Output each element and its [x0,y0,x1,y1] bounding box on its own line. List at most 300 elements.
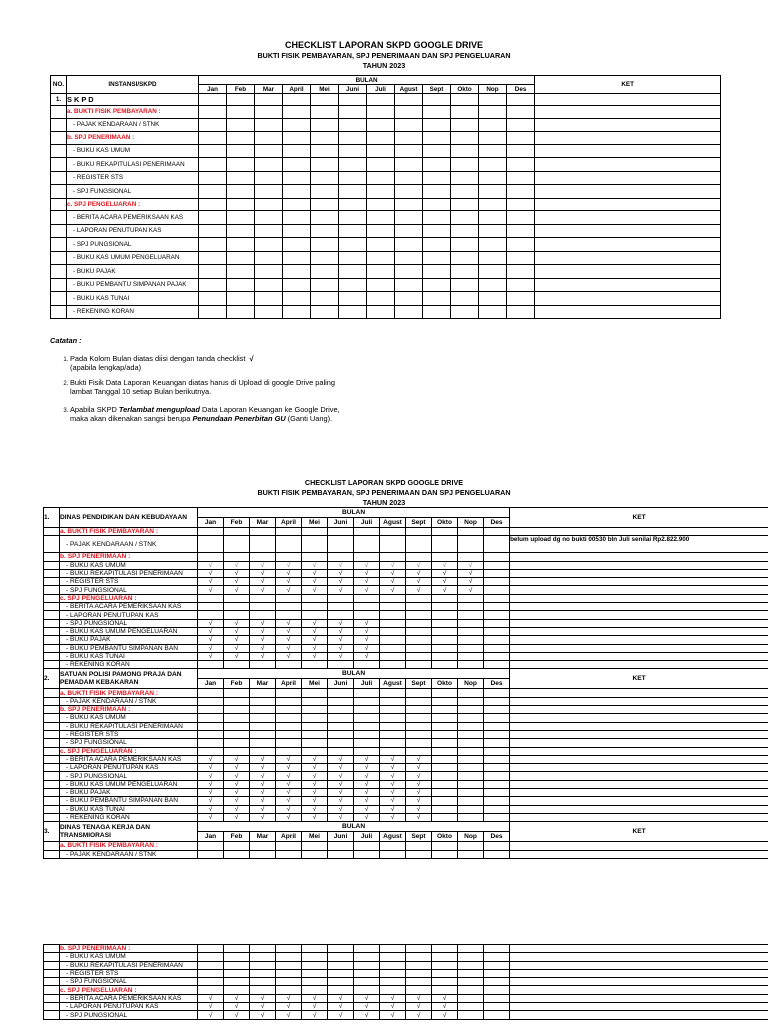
month-check-cell [484,842,510,850]
month-check-cell [458,714,484,722]
month-check-cell [199,265,227,279]
checkmark-icon: √ [250,627,276,635]
month-check-cell [380,953,406,961]
month-check-cell [380,842,406,850]
month-check-cell [458,644,484,652]
month-check-cell [302,714,328,722]
month-check-cell [484,850,510,858]
month-check-cell [406,594,432,602]
item-label: - BUKU REKAPITULASI PENERIMAAN [60,961,198,969]
month-check-cell [380,627,406,635]
month-check-cell [458,747,484,755]
ket-cell [510,594,768,602]
checkmark-icon: √ [380,586,406,594]
checkmark-icon: √ [302,813,328,821]
checkmark-icon: √ [302,805,328,813]
month-check-cell [458,797,484,805]
checkmark-icon: √ [224,805,250,813]
month-check-cell [423,211,451,225]
month-check-cell [354,978,380,986]
month-check-cell [380,945,406,953]
item-label: - BUKU PAJAK [60,636,198,644]
checkmark-icon: √ [198,636,224,644]
month-check-cell [224,714,250,722]
month-check-cell [423,305,451,319]
checkmark-icon: √ [380,764,406,772]
month-check-cell [367,94,395,106]
month-check-cell [276,961,302,969]
checkmark-icon: √ [380,578,406,586]
row-no-cell [51,118,67,132]
month-check-cell [250,594,276,602]
checkmark-icon: √ [328,1003,354,1011]
table-row [44,611,768,619]
month-check-cell [380,619,406,627]
table-row [51,118,721,132]
month-header: April [276,832,302,842]
month-check-cell [250,722,276,730]
month-check-cell [395,132,423,145]
row-no-cell [51,132,67,145]
checkmark-icon: √ [354,652,380,660]
checkmark-icon: √ [276,1011,302,1019]
month-check-cell [354,986,380,994]
month-check-cell [328,553,354,561]
table-row [44,689,768,697]
note-3 [70,405,350,423]
month-check-cell [479,94,507,106]
month-check-cell [276,722,302,730]
month-check-cell [199,94,227,106]
month-check-cell [302,594,328,602]
month-check-cell [354,603,380,611]
month-check-cell [367,198,395,211]
month-check-cell [283,106,311,119]
month-check-cell [484,561,510,569]
item-label: - REKENING KORAN [67,305,199,319]
col-bulan-header: BULAN [198,822,510,832]
month-check-cell [451,278,479,292]
month-check-cell [484,1011,510,1019]
table-row [44,1003,768,1011]
checkmark-icon: √ [302,797,328,805]
month-check-cell [354,661,380,669]
month-check-cell [432,594,458,602]
checkmark-icon: √ [224,636,250,644]
month-header: Mei [302,518,328,528]
checkmark-icon: √ [432,586,458,594]
row-no-cell [44,797,60,805]
month-check-cell [484,945,510,953]
checkmark-icon: √ [354,789,380,797]
month-check-cell [199,106,227,119]
month-check-cell [484,755,510,763]
row-no-cell [44,619,60,627]
table-row [44,764,768,772]
table-row [44,578,768,586]
month-check-cell [354,553,380,561]
month-check-cell [458,652,484,660]
checkmark-icon: √ [198,627,224,635]
table-row [44,994,768,1002]
checkmark-icon: √ [380,755,406,763]
table-row [44,986,768,994]
month-check-cell [484,536,510,553]
month-check-cell [276,978,302,986]
month-check-cell [458,636,484,644]
table-header-row [44,822,768,832]
month-check-cell [328,528,354,536]
month-check-cell [484,611,510,619]
month-check-cell [507,158,535,172]
checkmark-icon: √ [198,805,224,813]
month-check-cell [328,739,354,747]
month-check-cell [484,797,510,805]
month-check-cell [276,739,302,747]
month-header: Juni [339,85,367,94]
checkmark-icon: √ [406,994,432,1002]
checkmark-icon: √ [302,636,328,644]
item-label: - REGISTER STS [67,171,199,185]
checkmark-icon: √ [354,636,380,644]
month-check-cell [198,661,224,669]
month-check-cell [302,536,328,553]
month-check-cell [458,594,484,602]
ket-cell [510,764,768,772]
row-no-cell [44,586,60,594]
table-row [44,714,768,722]
month-check-cell [484,969,510,977]
checkmark-icon: √ [406,578,432,586]
month-check-cell [432,536,458,553]
checkmark-icon: √ [224,797,250,805]
checkmark-icon: √ [302,764,328,772]
month-check-cell [339,251,367,265]
month-check-cell [227,305,255,319]
month-check-cell [311,171,339,185]
checkmark-icon: √ [276,569,302,577]
checkmark-icon: √ [354,797,380,805]
checkmark-icon: √ [224,578,250,586]
checkmark-icon: √ [302,780,328,788]
month-check-cell [339,171,367,185]
month-check-cell [250,603,276,611]
checkmark-icon: √ [198,772,224,780]
month-check-cell [507,251,535,265]
month-check-cell [406,961,432,969]
month-header: Nop [458,832,484,842]
col-ket-header: KET [510,508,768,528]
month-check-cell [224,961,250,969]
table-row [51,198,721,211]
month-check-cell [255,224,283,238]
month-check-cell [198,594,224,602]
month-check-cell [250,536,276,553]
month-check-cell [423,278,451,292]
month-check-cell [255,265,283,279]
month-check-cell [199,118,227,132]
table-row [44,953,768,961]
row-no-cell [44,528,60,536]
checkmark-icon: √ [250,569,276,577]
month-check-cell [380,553,406,561]
row-no-cell [44,714,60,722]
month-check-cell [423,118,451,132]
checkmark-icon: √ [302,578,328,586]
row-no-cell [44,961,60,969]
checkmark-icon: √ [354,578,380,586]
table-row [44,850,768,858]
month-check-cell [458,764,484,772]
month-check-cell [198,969,224,977]
month-check-cell [328,730,354,738]
ket-cell [510,553,768,561]
month-check-cell [432,953,458,961]
ket-cell [510,652,768,660]
row-no-cell [44,697,60,705]
month-check-cell [302,730,328,738]
month-check-cell [276,945,302,953]
month-header: Okto [432,679,458,689]
month-check-cell [224,661,250,669]
month-check-cell [423,292,451,306]
checkmark-icon: √ [276,805,302,813]
checkmark-icon: √ [406,586,432,594]
month-check-cell [458,772,484,780]
table-row [51,238,721,252]
month-check-cell [458,553,484,561]
month-check-cell [283,171,311,185]
month-check-cell [328,850,354,858]
checkmark-icon: √ [458,586,484,594]
month-check-cell [328,536,354,553]
month-check-cell [224,553,250,561]
month-check-cell [367,278,395,292]
month-check-cell [380,714,406,722]
month-check-cell [395,185,423,199]
month-header: Juli [354,832,380,842]
month-check-cell [432,797,458,805]
month-check-cell [423,158,451,172]
month-check-cell [276,553,302,561]
month-check-cell [507,171,535,185]
month-check-cell [367,211,395,225]
month-check-cell [250,986,276,994]
month-header: Mei [302,832,328,842]
month-check-cell [227,158,255,172]
month-check-cell [423,185,451,199]
month-check-cell [484,953,510,961]
month-check-cell [328,611,354,619]
checkmark-icon: √ [354,805,380,813]
month-check-cell [432,961,458,969]
month-check-cell [423,171,451,185]
checkmark-icon: √ [250,780,276,788]
month-check-cell [432,739,458,747]
ket-cell [510,797,768,805]
ket-cell [535,185,721,199]
month-check-cell [484,961,510,969]
month-check-cell [339,106,367,119]
table-row [51,251,721,265]
row-no-cell [44,536,60,553]
month-check-cell [224,969,250,977]
month-check-cell [250,689,276,697]
row-no-cell [51,265,67,279]
checkmark-icon: √ [406,764,432,772]
month-header: Sept [406,679,432,689]
checkmark-icon: √ [302,644,328,652]
row-no-cell [51,211,67,225]
checkmark-icon: √ [250,994,276,1002]
row-no-cell [44,730,60,738]
month-check-cell [328,603,354,611]
month-check-cell [367,292,395,306]
month-check-cell [395,158,423,172]
row-no-cell [44,652,60,660]
month-check-cell [276,536,302,553]
month-check-cell [367,251,395,265]
item-label: - REGISTER STS [60,969,198,977]
month-check-cell [198,603,224,611]
month-check-cell [354,961,380,969]
month-check-cell [479,211,507,225]
checkmark-icon: √ [354,780,380,788]
month-check-cell [250,961,276,969]
checkmark-icon: √ [328,578,354,586]
month-check-cell [250,978,276,986]
checkmark-icon: √ [276,755,302,763]
month-check-cell [432,706,458,714]
month-check-cell [198,714,224,722]
item-label: - BUKU PEMBANTU SIMPANAN BAN [60,797,198,805]
month-check-cell [423,132,451,145]
checkmark-icon: √ [224,813,250,821]
month-check-cell [432,722,458,730]
note-1-text: Pada Kolom Bulan diatas diisi dengan tanda checklist [70,354,246,364]
month-check-cell [311,265,339,279]
month-check-cell [311,251,339,265]
item-label: - BUKU KAS UMUM [67,144,199,158]
checkmark-icon: √ [276,764,302,772]
col-bulan-header: BULAN [198,669,510,679]
month-check-cell [458,603,484,611]
month-check-cell [339,158,367,172]
month-check-cell [432,553,458,561]
item-label: - SPJ FUNGSIONAL [60,586,198,594]
ket-cell [535,106,721,119]
table-row [44,528,768,536]
item-label: - BUKU PEMBANTU SIMPANAN PAJAK [67,278,199,292]
month-check-cell [328,978,354,986]
table-row [44,619,768,627]
notes-section [50,336,350,428]
checkmark-icon: √ [198,1003,224,1011]
checkmark-icon: √ [406,797,432,805]
item-label: - BERITA ACARA PEMERIKSAAN KAS [60,755,198,763]
item-label: - SPJ FUNGSIONAL [67,185,199,199]
row-no-cell [44,764,60,772]
item-label: - BUKU KAS TUNAI [60,652,198,660]
item-label: - LAPORAN PENUTUPAN KAS [60,764,198,772]
item-label: - BERITA ACARA PEMERIKSAAN KAS [60,994,198,1002]
month-check-cell [198,536,224,553]
month-check-cell [198,689,224,697]
row-no-cell [44,561,60,569]
month-check-cell [199,238,227,252]
ket-cell [510,528,768,536]
month-check-cell [311,106,339,119]
month-check-cell [283,265,311,279]
checkmark-icon: √ [406,813,432,821]
month-check-cell [255,94,283,106]
ket-cell [510,739,768,747]
month-check-cell [339,292,367,306]
checkmark-icon: √ [224,627,250,635]
ket-cell [510,805,768,813]
month-header: Sept [406,518,432,528]
month-check-cell [198,953,224,961]
month-check-cell [484,780,510,788]
month-check-cell [339,198,367,211]
month-check-cell [432,644,458,652]
month-check-cell [328,594,354,602]
row-no-cell [44,953,60,961]
month-check-cell [250,528,276,536]
month-check-cell [199,224,227,238]
table-row [51,144,721,158]
table-row [44,586,768,594]
month-check-cell [406,652,432,660]
checkmark-icon: √ [198,561,224,569]
month-header: Juni [328,679,354,689]
month-check-cell [224,697,250,705]
month-check-cell [224,722,250,730]
ket-cell [535,224,721,238]
ket-cell [535,238,721,252]
month-check-cell [311,144,339,158]
month-check-cell [354,842,380,850]
month-check-cell [458,850,484,858]
month-check-cell [458,619,484,627]
checkmark-icon: √ [198,994,224,1002]
table-row [44,978,768,986]
month-check-cell [484,619,510,627]
checkmark-icon: √ [380,1011,406,1019]
month-check-cell [339,144,367,158]
month-check-cell [276,714,302,722]
month-check-cell [507,305,535,319]
month-check-cell [255,106,283,119]
ket-cell [510,772,768,780]
month-check-cell [339,278,367,292]
month-check-cell [458,789,484,797]
checkmark-icon: √ [198,780,224,788]
month-check-cell [484,986,510,994]
month-check-cell [432,805,458,813]
checkmark-icon: √ [354,1011,380,1019]
month-check-cell [276,528,302,536]
item-label: - BUKU KAS UMUM PENGELUARAN [60,780,198,788]
month-check-cell [227,144,255,158]
table-row [51,292,721,306]
month-check-cell [227,171,255,185]
month-check-cell [432,611,458,619]
col-no-header: 2. [44,669,60,689]
month-check-cell [302,611,328,619]
checkmark-icon: √ [250,772,276,780]
checkmark-icon: √ [276,813,302,821]
